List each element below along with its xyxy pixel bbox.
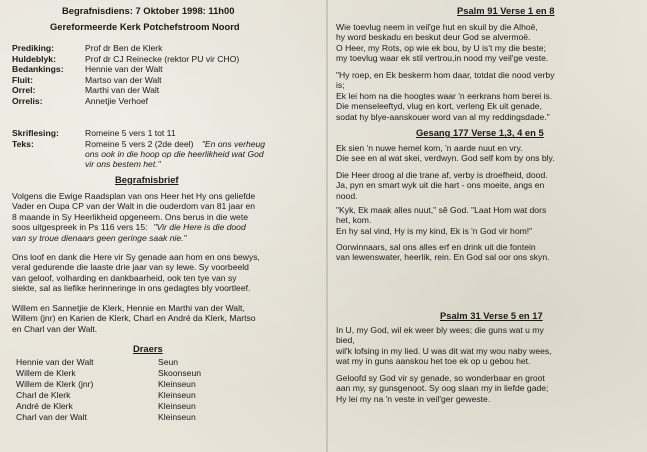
official-name: Annetjie Verhoef	[85, 96, 149, 106]
verse-line: Oorwinnaars, sal ons alles erf en drink uit die fontein	[336, 242, 536, 252]
family-line: Willem (jnr) en Karien de Klerk, Charl en André da Klerk, Martso	[12, 313, 256, 324]
verse-line: Die see en al wat skei, verdwyn. God self kom by ons bly.	[336, 153, 555, 164]
verse-line: "Kyk, Ek maak alles nuut," sê God. "Laat Hom wat dors	[336, 205, 547, 215]
teks-reference	[85, 139, 265, 149]
official-name: Marthi van der Walt	[85, 85, 160, 96]
gesang-verse-3	[336, 170, 548, 201]
verse-line: sodat hy blye-aanskouer word van al my reddingsdade."	[336, 111, 550, 122]
para1-text: soos uitgespreek in Ps 116 vers 15:	[12, 222, 148, 233]
verse-line: is;	[336, 80, 345, 91]
psalm31-title: Psalm 31 Verse 5 en 17	[440, 310, 543, 321]
verse-line: aan my, sy gunsgenoot. Sy oog slaan my in liefde gade;	[336, 383, 549, 394]
family-line: en Charl van der Walt.	[12, 323, 98, 334]
verse-line: "Hy roep, en Ek beskerm hom daar, totdat die nood verby	[336, 70, 555, 80]
pallbearer-relation: Kleinseun	[158, 401, 196, 411]
teks-quote-line2: ons ook in die hoop op die heerlikheid wat God	[85, 149, 264, 159]
skriflesing-label: Skriflesing:	[12, 128, 59, 138]
official-role-label: Bedankings:	[12, 64, 64, 75]
para1-quote-end: van sy troue dienaars geen geringe saak nie."	[12, 232, 187, 243]
verse-line: het, kom.	[336, 215, 372, 226]
gesang-verse-5	[336, 242, 550, 263]
official-name: Prof dr CJ Reinecke (rektor PU vir CHO)	[85, 53, 240, 64]
official-name: Martso van der Walt	[85, 74, 162, 85]
teks-label: Teks:	[12, 139, 34, 149]
official-role-label: Prediking:	[12, 43, 55, 53]
pallbearer-relation: Seun	[158, 357, 179, 367]
pallbearer-relation: Kleinseun	[158, 390, 196, 400]
pallbearer-name: Charl de Klerk	[16, 390, 71, 400]
pallbearer-relation: Kleinseun	[158, 412, 196, 422]
draers-title: Draers	[133, 343, 163, 354]
verse-line: En hy sal vind, Hy is my kind, Ek is 'n God vir hom!"	[336, 225, 533, 236]
official-role-label: Fluit:	[12, 74, 33, 85]
skriflesing-value: Romeine 5 vers 1 tot 11	[85, 128, 176, 138]
gesang177-title: Gesang 177 Verse 1,3, 4 en 5	[416, 127, 544, 138]
verse-line: hy word beskadu en beskut deur God se alvermoë.	[336, 32, 531, 43]
psalm31-verse-5	[336, 325, 552, 367]
gesang-verse-4	[336, 205, 546, 236]
teks-quote-start: "En ons verheug	[201, 139, 266, 149]
verse-line: Die menseleeftyd, vlug en kort, verleng Ek uit genade,	[336, 101, 542, 112]
verse-line: wat my in guns aanskou het toe ek op u gebou het.	[336, 356, 531, 367]
verse-line: Ek sien 'n nuwe hemel kom, 'n aarde nuut en vry.	[336, 143, 523, 153]
verse-line: wil'k lofsing in my lied. U was dit wat my wou naby wees,	[336, 345, 552, 356]
verse-line: O Heer, my Rots, op wie ek bou, by U is't my die beste;	[336, 42, 546, 53]
pallbearer-name: Charl van der Walt	[16, 412, 87, 422]
para1-quote-start: "Vir die Here is die dood	[153, 222, 246, 233]
official-role-label: Orrelis:	[12, 96, 43, 106]
verse-line: nood.	[336, 190, 358, 201]
begrafnisbrief-paragraph-1	[12, 191, 255, 243]
right-column	[332, 0, 647, 452]
pallbearer-name: Willem de Klerk	[16, 368, 76, 378]
verse-line: Die Heer droog al die trane af, verby is droefheid, dood.	[336, 170, 548, 180]
verse-line: Ja, pyn en smart wyk uit die hart - ons moeite, angs en	[336, 180, 545, 191]
pallbearer-name: André de Klerk	[16, 401, 73, 411]
church-name-heading: Gereformeerde Kerk Potchefstroom Noord	[50, 21, 240, 32]
page-fold	[326, 0, 328, 452]
pallbearer-relation: Kleinseun	[158, 379, 196, 389]
service-date-heading: Begrafnisdiens: 7 Oktober 1998: 11h00	[62, 5, 235, 16]
gesang-verse-1	[336, 143, 555, 164]
psalm91-title: Psalm 91 Verse 1 en 8	[457, 5, 555, 16]
verse-line: my toevlug waar ek stil vertrou,in nood my veil'ge veste.	[336, 53, 549, 64]
verse-line: Ek lei hom na die hoogtes waar 'n eerkrans hom berei is.	[336, 90, 553, 101]
verse-line: In U, my God, wil ek weer bly wees; die guns wat u my	[336, 325, 544, 335]
family-names-paragraph	[12, 303, 256, 334]
verse-line: bied,	[336, 335, 355, 346]
official-name: Hennie van der Walt	[85, 64, 163, 75]
psalm91-verse-8	[336, 70, 555, 122]
para2-line: van geloof, volharding en dankbaarheid, ook ten tye van sy	[12, 272, 237, 283]
verse-line: Hy lei my na 'n veste in veil'ger gewestе.	[336, 393, 491, 404]
psalm91-verse-1	[336, 22, 548, 64]
teks-reference-text: Romeine 5 vers 2 (2de deel)	[85, 139, 194, 149]
begrafnisbrief-title: Begrafnisbrief	[115, 174, 179, 185]
verse-line: Geloofd sy God vir sy genade, so wonderbaar en groot	[336, 373, 545, 383]
para2-line: Ons loof en dank die Here vir Sy genade aan hom en ons bewys,	[12, 252, 260, 262]
psalm31-verse-17	[336, 373, 548, 404]
teks-quote-line3: vir ons bestem het."	[85, 159, 161, 169]
family-line: Willem en Sannetjie de Klerk, Hennie en Marthi van der Walt,	[12, 303, 245, 313]
para2-line: veral gedurende die laaste drie jaar van sy lewe. Sy voorbeeld	[12, 262, 249, 273]
para1-line: Volgens die Ewige Raadsplan van ons Heer het Hy ons geliefde	[12, 191, 256, 201]
official-name: Prof dr Ben de Klerk	[85, 43, 163, 53]
begrafnisbrief-paragraph-2	[12, 252, 260, 294]
pallbearer-relation: Skoonseun	[158, 368, 202, 378]
official-role-label: Orrel:	[12, 85, 36, 96]
official-role-label: Huldeblyk:	[12, 53, 56, 64]
verse-line: Wie toevlug neem in veil'ge hut en skuil by die Alhoë,	[336, 22, 538, 32]
pallbearer-name: Hennie van der Walt	[16, 357, 94, 367]
left-column	[0, 0, 323, 452]
verse-line: van lewenswater, heerlik, rein. En God sal oor ons skyn.	[336, 252, 550, 263]
para1-line: Vader en Oupa CP van der Walt in die ouderdom van 81 jaar en	[12, 201, 255, 212]
para1-line	[12, 222, 255, 232]
para1-line: 8 maande in Sy Heerlikheid opgeneem. Ons berus in die wete	[12, 211, 248, 222]
para2-line: siekte, sal as liefike herinneringe in ons gedagtes bly voortleef.	[12, 283, 251, 294]
pallbearer-name: Willem de Klerk (jnr)	[16, 379, 94, 389]
